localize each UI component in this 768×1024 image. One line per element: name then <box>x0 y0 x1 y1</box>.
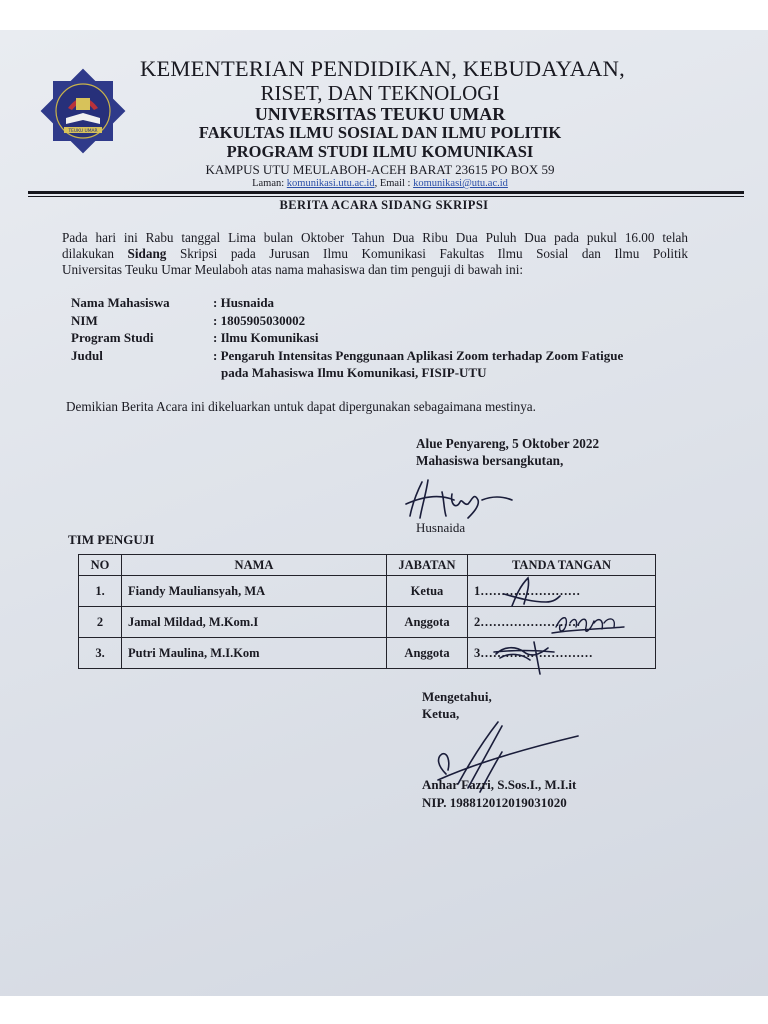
row-no: 3. <box>79 638 122 669</box>
examiner-table <box>78 554 656 669</box>
intro-bold-word: Sidang <box>127 246 167 261</box>
email-link[interactable]: komunikasi@utu.ac.id <box>413 178 508 189</box>
row-name: Jamal Mildad, M.Kom.I <box>122 607 387 638</box>
letterhead-university: UNIVERSITAS TEUKU UMAR <box>254 104 506 124</box>
letterhead-program: PROGRAM STUDI ILMU KOMUNIKASI <box>226 142 534 161</box>
letterhead-divider-thick <box>28 191 744 194</box>
nim-value: : 1805905030002 <box>213 312 306 328</box>
row-signature-cell <box>468 638 656 669</box>
header-signature: TANDA TANGAN <box>468 555 656 576</box>
row-name: Putri Maulina, M.I.Kom <box>122 638 387 669</box>
header-role: JABATAN <box>387 555 468 576</box>
email-label: , Email : <box>374 178 411 189</box>
program-label: Program Studi <box>71 330 154 345</box>
letterhead-contact <box>140 178 620 189</box>
row-sign-dots: 3……………………… <box>474 645 593 660</box>
program-value: : Ilmu Komunikasi <box>213 330 319 345</box>
place-date: Alue Penyareng, 5 Oktober 2022 <box>416 436 600 451</box>
examiner-3-signature-icon <box>490 632 560 676</box>
row-sign-dots: 2…………………… <box>474 614 581 629</box>
chair-nip: NIP. 198812012019031020 <box>422 795 567 810</box>
intro-line-2 <box>62 246 688 262</box>
website-label: Laman: <box>252 178 285 189</box>
row-no: 2 <box>79 607 122 638</box>
intro-paragraph <box>62 230 688 278</box>
header-no: NO <box>79 555 122 576</box>
letterhead-address: KAMPUS UTU MEULABOH-ACEH BARAT 23615 PO BOX 59 <box>205 162 555 177</box>
row-no: 1. <box>79 576 122 607</box>
chair-name: Anhar Fazri, S.Sos.I., M.I.it <box>422 777 577 792</box>
letterhead-faculty: FAKULTAS ILMU SOSIAL DAN ILMU POLITIK <box>198 123 562 142</box>
name-value: : Husnaida <box>213 295 275 310</box>
logo-text: TEUKU UMAR <box>68 128 98 134</box>
document-page <box>0 30 768 996</box>
known-by-label: Mengetahui, <box>422 689 492 704</box>
letterhead-ministry-line1: KEMENTERIAN PENDIDIKAN, KEBUDAYAAN, <box>140 56 625 81</box>
nim-label: NIM <box>71 312 98 328</box>
table-header-row <box>79 555 656 576</box>
letterhead-divider-thin <box>28 196 744 197</box>
letterhead-ministry-line2: RISET, DAN TEKNOLOGI <box>260 81 500 105</box>
row-role: Ketua <box>387 576 468 607</box>
chair-label: Ketua, <box>422 706 460 721</box>
student-signature-icon <box>402 470 520 526</box>
website-link[interactable]: komunikasi.utu.ac.id <box>286 178 375 189</box>
intro-line-1: Pada hari ini Rabu tanggal Lima bulan Oktober Tahun Dua Ribu Dua Puluh Dua pada pukul 16.00 telah <box>62 230 688 245</box>
title-value-line2: pada Mahasiswa Ilmu Komunikasi, FISIP-UTU <box>221 364 487 380</box>
title-label: Judul <box>71 347 103 363</box>
row-sign-dots: 1…………………… <box>474 583 581 598</box>
row-role: Anggota <box>387 638 468 669</box>
table-row <box>79 607 656 638</box>
intro-line-2-rest: Skripsi pada Jurusan Ilmu Komunikasi Fakultas Ilmu Sosial dan Ilmu Politik <box>179 246 689 261</box>
intro-line-3: Universitas Teuku Umar Meulaboh atas nama mahasiswa dan tim penguji di bawah ini: <box>62 262 524 277</box>
student-sign-label: Mahasiswa bersangkutan, <box>416 453 564 468</box>
header-name: NAMA <box>122 555 387 576</box>
table-row <box>79 638 656 669</box>
row-name: Fiandy Mauliansyah, MA <box>122 576 387 607</box>
university-logo-icon <box>30 58 136 164</box>
document-title: BERITA ACARA SIDANG SKRIPSI <box>279 198 489 212</box>
table-row <box>79 576 656 607</box>
student-name: Husnaida <box>416 520 466 535</box>
name-label: Nama Mahasiswa <box>71 295 170 310</box>
examiner-2-signature-icon <box>548 607 628 639</box>
closing-statement: Demikian Berita Acara ini dikeluarkan untuk dapat dipergunakan sebagaimana mestinya. <box>66 399 536 414</box>
team-heading: TIM PENGUJI <box>68 532 155 547</box>
row-role: Anggota <box>387 607 468 638</box>
title-value-line1: : Pengaruh Intensitas Penggunaan Aplikasi Zoom terhadap Zoom Fatigue <box>213 347 624 363</box>
intro-prefix: dilakukan <box>62 246 115 261</box>
row-signature-cell <box>468 576 656 607</box>
